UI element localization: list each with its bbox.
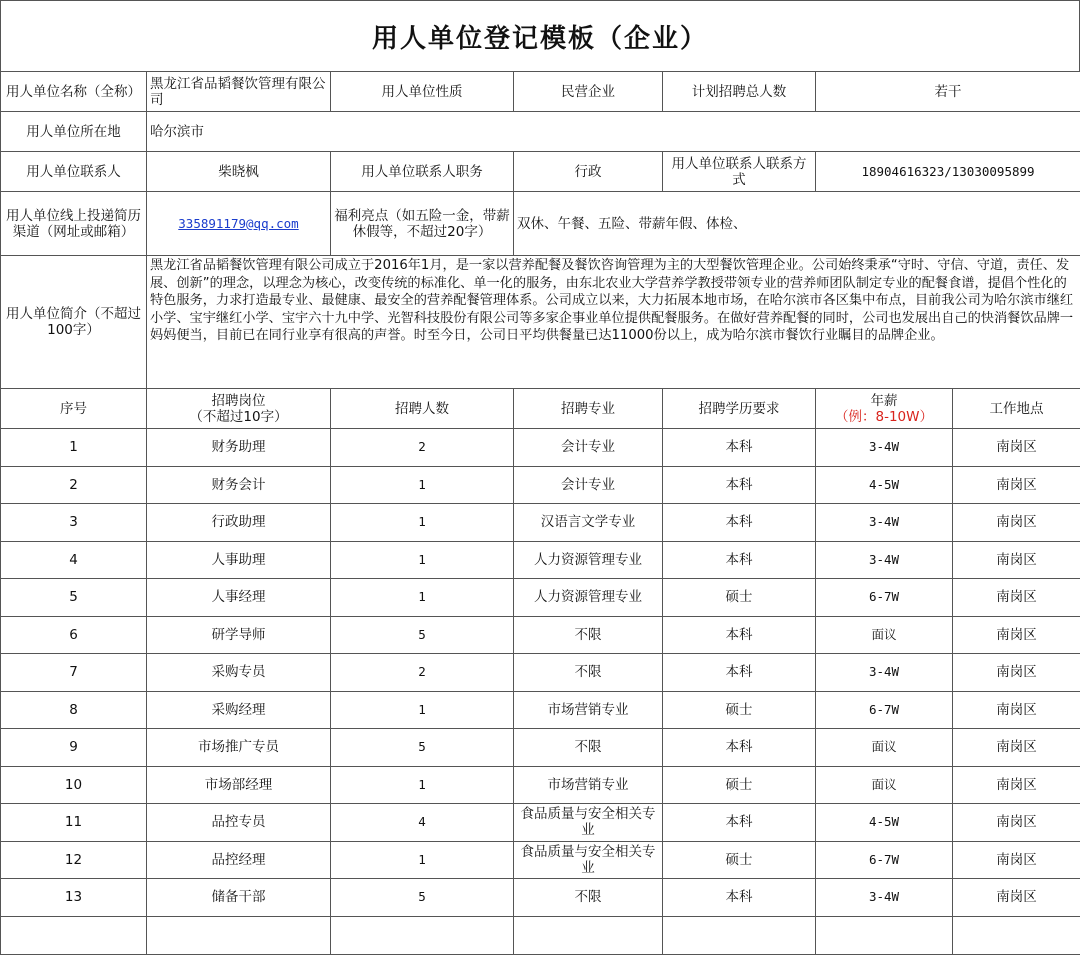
header-salary-note: （例：8-10W） xyxy=(835,408,933,425)
cell-position: 人事助理 xyxy=(147,541,331,579)
cell-education: 硕士 xyxy=(663,841,816,879)
table-row xyxy=(1,654,1080,692)
cell-position: 财务助理 xyxy=(147,429,331,467)
cell-major: 不限 xyxy=(514,879,663,917)
cell-salary: 3-4W xyxy=(816,541,953,579)
cell-location: 南岗区 xyxy=(953,804,1080,842)
cell-major: 食品质量与安全相关专业 xyxy=(514,841,663,879)
table-row xyxy=(1,579,1080,617)
cell-education: 本科 xyxy=(663,879,816,917)
cell-count: 1 xyxy=(331,504,514,542)
cell-major: 市场营销专业 xyxy=(514,766,663,804)
cell-location: 南岗区 xyxy=(953,841,1080,879)
empty-cell xyxy=(663,916,816,954)
channel-cell xyxy=(147,192,331,256)
cell-education: 本科 xyxy=(663,504,816,542)
page-title: 用人单位登记模板（企业） xyxy=(0,0,1080,72)
cell-seq: 6 xyxy=(1,616,147,654)
total-label: 计划招聘总人数 xyxy=(663,72,816,112)
cell-count: 1 xyxy=(331,579,514,617)
info-row-company xyxy=(1,72,1080,112)
cell-count: 1 xyxy=(331,691,514,729)
cell-salary: 3-4W xyxy=(816,879,953,917)
cell-location: 南岗区 xyxy=(953,654,1080,692)
cell-major: 不限 xyxy=(514,729,663,767)
cell-education: 本科 xyxy=(663,654,816,692)
intro-label: 用人单位简介（不超过100字） xyxy=(1,256,147,389)
contact-method-value: 18904616323/13030095899 xyxy=(816,152,1080,192)
cell-location: 南岗区 xyxy=(953,691,1080,729)
cell-salary: 3-4W xyxy=(816,429,953,467)
empty-cell xyxy=(514,916,663,954)
cell-education: 本科 xyxy=(663,729,816,767)
table-row xyxy=(1,841,1080,879)
cell-count: 2 xyxy=(331,654,514,692)
info-row-contact xyxy=(1,152,1080,192)
cell-position: 市场推广专员 xyxy=(147,729,331,767)
header-position xyxy=(147,389,331,429)
header-location: 工作地点 xyxy=(953,389,1080,429)
cell-major: 市场营销专业 xyxy=(514,691,663,729)
header-seq: 序号 xyxy=(1,389,147,429)
cell-major: 汉语言文学专业 xyxy=(514,504,663,542)
cell-seq: 12 xyxy=(1,841,147,879)
empty-cell xyxy=(816,916,953,954)
info-row-channel xyxy=(1,192,1080,256)
table-row xyxy=(1,466,1080,504)
cell-position: 研学导师 xyxy=(147,616,331,654)
cell-education: 本科 xyxy=(663,804,816,842)
cell-position: 品控专员 xyxy=(147,804,331,842)
cell-location: 南岗区 xyxy=(953,466,1080,504)
contact-value: 柴晓枫 xyxy=(147,152,331,192)
cell-seq: 2 xyxy=(1,466,147,504)
benefits-label: 福利亮点（如五险一金，带薪休假等，不超过20字） xyxy=(331,192,514,256)
empty-cell xyxy=(147,916,331,954)
cell-location: 南岗区 xyxy=(953,766,1080,804)
header-salary-label: 年薪 xyxy=(870,392,898,409)
contact-method-label: 用人单位联系人联系方式 xyxy=(663,152,816,192)
cell-salary: 3-4W xyxy=(816,504,953,542)
cell-location: 南岗区 xyxy=(953,729,1080,767)
cell-location: 南岗区 xyxy=(953,579,1080,617)
header-major: 招聘专业 xyxy=(514,389,663,429)
cell-salary: 面议 xyxy=(816,729,953,767)
cell-major: 人力资源管理专业 xyxy=(514,579,663,617)
empty-cell xyxy=(331,916,514,954)
cell-education: 本科 xyxy=(663,466,816,504)
cell-seq: 11 xyxy=(1,804,147,842)
cell-count: 1 xyxy=(331,541,514,579)
cell-salary: 面议 xyxy=(816,766,953,804)
cell-education: 硕士 xyxy=(663,691,816,729)
cell-position: 市场部经理 xyxy=(147,766,331,804)
cell-seq: 9 xyxy=(1,729,147,767)
table-row xyxy=(1,616,1080,654)
channel-label: 用人单位线上投递简历渠道（网址或邮箱） xyxy=(1,192,147,256)
table-row xyxy=(1,429,1080,467)
nature-label: 用人单位性质 xyxy=(331,72,514,112)
cell-salary: 3-4W xyxy=(816,654,953,692)
table-row xyxy=(1,804,1080,842)
cell-major: 食品质量与安全相关专业 xyxy=(514,804,663,842)
cell-count: 5 xyxy=(331,729,514,767)
cell-major: 人力资源管理专业 xyxy=(514,541,663,579)
cell-position: 人事经理 xyxy=(147,579,331,617)
empty-cell xyxy=(953,916,1080,954)
cell-count: 1 xyxy=(331,466,514,504)
cell-education: 本科 xyxy=(663,541,816,579)
intro-text: 黑龙江省品韬餐饮管理有限公司成立于2016年1月，是一家以营养配餐及餐饮咨询管理为主的大型餐饮管理企业。公司始终秉承“守时、守信、守道，责任、发展、创新”的理念，以理念为核心，改变传统的标准化、单一化的服务，由东北农业大学营养学教授带领专业的营养师团队制定专业的配餐食谱，提倡个性化的特色服务，力求打造最专业、最健康、最安全的营养配餐管理体系。公司成立以来，大力拓展本地市场，在哈尔滨市各区集中布点，目前我公司为哈尔滨市继红小学、宝宇继红小学、宝宇六十九中学、光智科技股份有限公司等多家企事业单位提供配餐服务。在做好营养配餐的同时，公司也发展出自己的快消餐饮品牌一妈妈便当，目前已在同行业享有很高的声誉。时至今日，公司日平均供餐量已达11000份以上，成为哈尔滨市餐饮行业瞩目的品牌企业。 xyxy=(147,256,1080,389)
cell-salary: 4-5W xyxy=(816,804,953,842)
cell-count: 5 xyxy=(331,616,514,654)
cell-count: 5 xyxy=(331,879,514,917)
info-row-intro xyxy=(1,256,1080,389)
cell-location: 南岗区 xyxy=(953,616,1080,654)
cell-education: 本科 xyxy=(663,616,816,654)
header-count: 招聘人数 xyxy=(331,389,514,429)
channel-email-link[interactable]: 335891179@qq.com xyxy=(178,215,299,231)
table-row xyxy=(1,879,1080,917)
cell-seq: 7 xyxy=(1,654,147,692)
cell-seq: 4 xyxy=(1,541,147,579)
cell-seq: 10 xyxy=(1,766,147,804)
cell-location: 南岗区 xyxy=(953,879,1080,917)
empty-cell xyxy=(1,916,147,954)
cell-location: 南岗区 xyxy=(953,429,1080,467)
nature-value: 民营企业 xyxy=(514,72,663,112)
cell-seq: 3 xyxy=(1,504,147,542)
contact-position-label: 用人单位联系人职务 xyxy=(331,152,514,192)
location-value: 哈尔滨市 xyxy=(147,112,1080,152)
location-label: 用人单位所在地 xyxy=(1,112,147,152)
table-row xyxy=(1,691,1080,729)
header-position-label: 招聘岗位 xyxy=(211,392,266,409)
cell-major: 不限 xyxy=(514,654,663,692)
cell-education: 本科 xyxy=(663,429,816,467)
cell-location: 南岗区 xyxy=(953,504,1080,542)
cell-position: 储备干部 xyxy=(147,879,331,917)
total-value: 若干 xyxy=(816,72,1080,112)
cell-salary: 6-7W xyxy=(816,579,953,617)
cell-salary: 6-7W xyxy=(816,691,953,729)
cell-position: 品控经理 xyxy=(147,841,331,879)
cell-count: 4 xyxy=(331,804,514,842)
table-row xyxy=(1,504,1080,542)
table-row xyxy=(1,541,1080,579)
cell-location: 南岗区 xyxy=(953,541,1080,579)
cell-education: 硕士 xyxy=(663,766,816,804)
cell-major: 会计专业 xyxy=(514,429,663,467)
cell-salary: 4-5W xyxy=(816,466,953,504)
cell-position: 财务会计 xyxy=(147,466,331,504)
cell-count: 1 xyxy=(331,766,514,804)
cell-position: 采购专员 xyxy=(147,654,331,692)
cell-position: 行政助理 xyxy=(147,504,331,542)
header-row xyxy=(1,389,1080,429)
contact-label: 用人单位联系人 xyxy=(1,152,147,192)
cell-salary: 6-7W xyxy=(816,841,953,879)
table-row xyxy=(1,766,1080,804)
cell-major: 会计专业 xyxy=(514,466,663,504)
empty-row xyxy=(1,916,1080,954)
benefits-value: 双休、午餐、五险、带薪年假、体检、 xyxy=(514,192,1080,256)
header-salary xyxy=(816,389,953,429)
cell-major: 不限 xyxy=(514,616,663,654)
info-row-location xyxy=(1,112,1080,152)
company-name: 黑龙江省品韬餐饮管理有限公司 xyxy=(147,72,331,112)
cell-salary: 面议 xyxy=(816,616,953,654)
cell-count: 2 xyxy=(331,429,514,467)
cell-count: 1 xyxy=(331,841,514,879)
cell-seq: 13 xyxy=(1,879,147,917)
registration-table xyxy=(0,71,1080,955)
cell-seq: 5 xyxy=(1,579,147,617)
table-row xyxy=(1,729,1080,767)
cell-seq: 8 xyxy=(1,691,147,729)
header-education: 招聘学历要求 xyxy=(663,389,816,429)
cell-position: 采购经理 xyxy=(147,691,331,729)
contact-position-value: 行政 xyxy=(514,152,663,192)
header-position-note: （不超过10字） xyxy=(189,408,288,425)
cell-seq: 1 xyxy=(1,429,147,467)
cell-education: 硕士 xyxy=(663,579,816,617)
company-name-label: 用人单位名称（全称） xyxy=(1,72,147,112)
